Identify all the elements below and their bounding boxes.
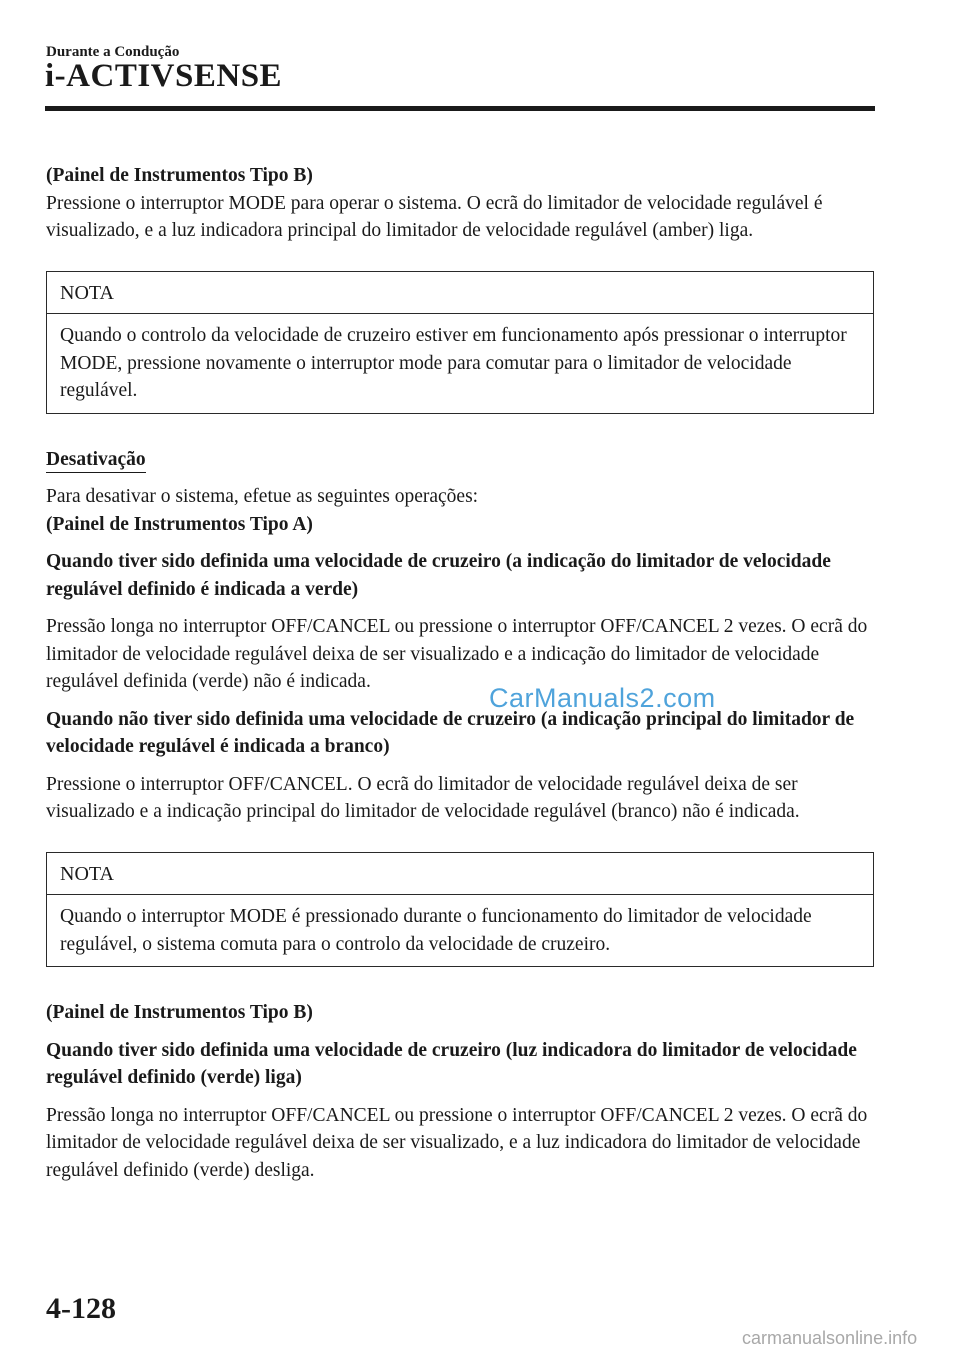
deactivation-intro: Para desativar o sistema, efetue as seguintes operações: [46, 486, 479, 507]
panel-b-paragraph: Pressione o interruptor MODE para operar o sistema. O ecrã do limitador de velocidade regulável é visualizado, e a luz indicadora principal do limitador de velocidade regulável (amber) liga. [46, 192, 823, 241]
page-number: 4-128 [46, 1292, 116, 1325]
panel-b-heading: (Painel de Instrumentos Tipo B) [46, 165, 313, 186]
panel-b-case1-text: Pressão longa no interruptor OFF/CANCEL ou pressione o interruptor OFF/CANCEL 2 vezes. O ecrã do limitador de velocidade regulável deixa de ser visualizado, e a luz indicadora do limitador de velocidade regulável definido (verde) desliga. [46, 1104, 868, 1181]
note-title-2: NOTA [47, 853, 873, 896]
panel-a-case1-heading: Quando tiver sido definida uma velocidade de cruzeiro (a indicação do limitador de velocidade regulável definido é indicada a verde) [46, 551, 831, 600]
panel-a-case2-text: Pressione o interruptor OFF/CANCEL. O ecrã do limitador de velocidade regulável deixa de ser visualizado e a indicação principal do limitador de velocidade regulável (branco) não é indicada. [46, 773, 800, 822]
note-title-1: NOTA [47, 272, 873, 315]
section-label: Durante a Condução [46, 44, 180, 60]
note-box-2 [46, 852, 874, 968]
watermark: CarManuals2.com [489, 683, 716, 713]
panel-a-case1-text: Pressão longa no interruptor OFF/CANCEL ou pressione o interruptor OFF/CANCEL 2 vezes. O ecrã do limitador de velocidade regulável deixa de ser visualizado e a indicação do limitador de velocidade regulável definida (verde) não é indicada. [46, 616, 868, 692]
note-box-1 [46, 271, 874, 414]
main-content [46, 162, 876, 1184]
panel-b2-heading: (Painel de Instrumentos Tipo B) [46, 1002, 313, 1023]
panel-b-case1-heading: Quando tiver sido definida uma velocidade de cruzeiro (luz indicadora do limitador de velocidade regulável definido (verde) liga) [46, 1039, 857, 1088]
header-divider [45, 106, 875, 111]
deactivation-heading: Desativação [46, 448, 146, 473]
panel-a-heading: (Painel de Instrumentos Tipo A) [46, 513, 313, 535]
page-title: i-ACTIVSENSE [45, 58, 283, 94]
footer-site-mark: carmanualsonline.info [742, 1328, 918, 1348]
note-text-1: Quando o controlo da velocidade de cruzeiro estiver em funcionamento após pressionar o interruptor MODE, pressione novamente o interruptor mode para comutar para o limitador de velocidade regulável. [60, 325, 847, 401]
note-text-2: Quando o interruptor MODE é pressionado durante o funcionamento do limitador de velocidade regulável, o sistema comuta para o controlo da velocidade de cruzeiro. [60, 906, 812, 955]
panel-a-case2-heading: Quando não tiver sido definida uma velocidade de cruzeiro (a indicação principal do limitador de velocidade regulável é indicada a branco) [46, 708, 855, 757]
